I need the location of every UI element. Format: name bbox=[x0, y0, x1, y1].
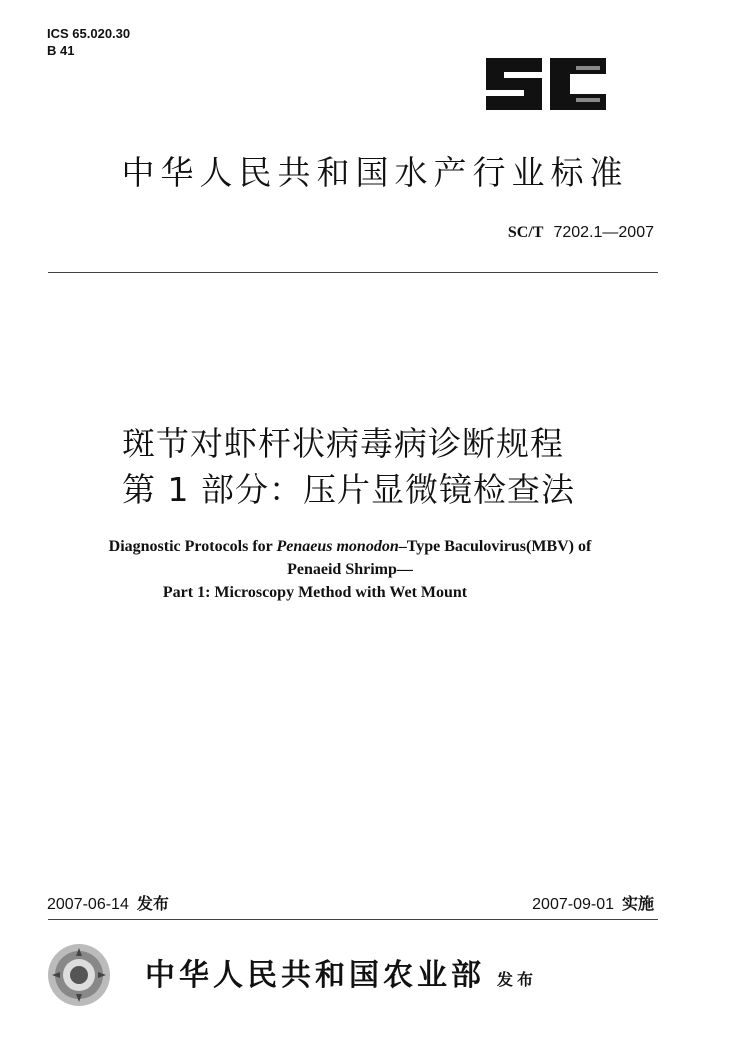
title-en-line2: Penaeid Shrimp— bbox=[287, 561, 413, 578]
title-cn-line2: 第 1 部分：压片显微镜检查法 bbox=[122, 470, 575, 509]
title-en-line3: Part 1: Microscopy Method with Wet Mount bbox=[162, 584, 468, 601]
effective-date-value: 2007-09-01 bbox=[532, 896, 614, 913]
effective-date-label: 实施 bbox=[621, 896, 654, 913]
standard-prefix: SC/T bbox=[507, 224, 544, 241]
publisher bbox=[145, 950, 537, 994]
title-en-species: Penaeus monodon bbox=[276, 538, 399, 555]
org-title: 中华人民共和国水产行业标准 bbox=[121, 153, 629, 192]
ics-code: ICS 65.020.30 bbox=[47, 26, 131, 41]
issue-date-label: 发布 bbox=[136, 896, 169, 913]
category-code: B 41 bbox=[47, 43, 75, 58]
standard-number bbox=[508, 224, 654, 242]
footer-divider bbox=[48, 919, 658, 920]
title-en-line1 bbox=[0, 535, 700, 558]
issue-date-value: 2007-06-14 bbox=[47, 896, 129, 913]
title-en-line1-post: –Type Baculovirus(MBV) of bbox=[398, 538, 592, 555]
national-emblem-icon bbox=[46, 942, 112, 1008]
title-cn-line1: 斑节对虾杆状病毒病诊断规程 bbox=[122, 424, 564, 463]
title-en bbox=[0, 535, 700, 604]
standard-code: 7202.1—2007 bbox=[553, 224, 654, 241]
header-divider bbox=[48, 272, 658, 273]
publisher-label: 发布 bbox=[497, 970, 538, 989]
sc-logo-icon bbox=[484, 52, 608, 116]
publisher-name: 中华人民共和国农业部 bbox=[145, 958, 485, 993]
title-en-line1-pre: Diagnostic Protocols for bbox=[108, 538, 277, 555]
classification-codes bbox=[47, 25, 130, 59]
issue-date bbox=[47, 891, 169, 914]
effective-date bbox=[532, 891, 654, 914]
